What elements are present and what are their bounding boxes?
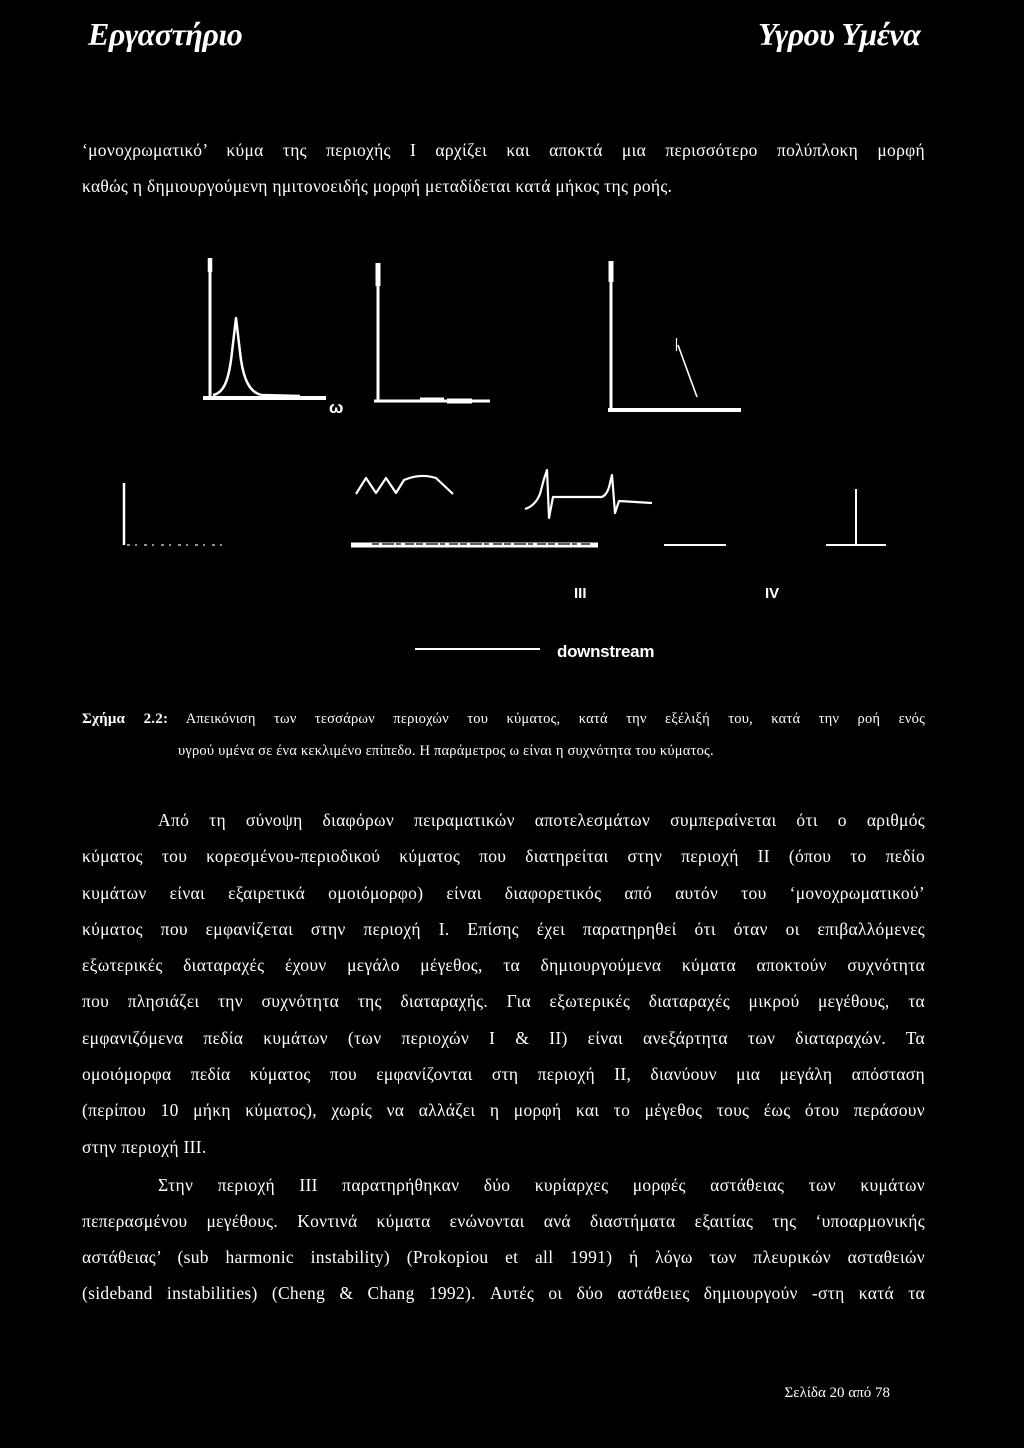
- caption-text: Απεικόνιση των τεσσάρων περιοχών του κύματος, κατά την εξέλιξή του, κατά την ροή ενός: [185, 711, 926, 727]
- text-line: στην περιοχή III.: [82, 1136, 207, 1157]
- text-line: (sideband instabilities) (Cheng & Chang 1992). Αυτές οι δύο αστάθειες δημιουργούν -στη κατά τα: [82, 1283, 925, 1304]
- text-line: κύματος που εμφανίζεται στην περιοχή I. Επίσης έχει παρατηρηθεί ότι όταν οι επιβαλλόμενες: [82, 918, 925, 939]
- waveform-region-5: [826, 489, 886, 545]
- body-paragraph: [82, 802, 925, 1165]
- text-line: κυμάτων είναι εξαιρετικά ομοιόμορφο) είναι διαφορετικός από αυτόν του ‘μονοχρωματικού’: [82, 882, 925, 903]
- caption-label: Σχήμα 2.2:: [82, 711, 169, 727]
- spectrum-plot-region-2: [374, 263, 490, 402]
- waveform-region-1: [124, 483, 226, 545]
- region-III-label: III: [574, 585, 587, 602]
- text-line: Στην περιοχή III παρατηρήθηκαν δύο κυρίαρχες μορφές αστάθειας των κυμάτων: [158, 1175, 925, 1195]
- figure-caption: [82, 703, 925, 767]
- page-number: Σελίδα 20 από 78: [784, 1385, 890, 1401]
- waveform-ripples: [356, 476, 453, 494]
- text-line: που πλησιάζει την συχνότητα της διαταραχής. Για εξωτερικές διαταραχές μικρού μεγέθους, τα: [82, 991, 925, 1012]
- wave-regions-figure: [0, 240, 1024, 680]
- header-lab-title: Εργαστήριο: [88, 16, 243, 52]
- header-topic-title: Υγρου Υμένα: [758, 16, 921, 52]
- text-line: εξωτερικές διαταραχές έχουν μεγάλο μέγεθος, τα δημιουργούμενα κύματα αποκτούν συχνότητα: [82, 955, 925, 976]
- body-paragraph: [82, 1167, 925, 1311]
- waveform-region-2: [351, 476, 598, 545]
- caption-line: υγρού υμένα σε ένα κεκλιμένο επίπεδο. Η παράμετρος ω είναι η συχνότητα του κύματος.: [178, 743, 714, 759]
- flow-direction-label: downstream: [557, 642, 655, 661]
- spectrum-plot-region-1: [203, 258, 326, 399]
- text-line: ‘μονοχρωματικό’ κύμα της περιοχής I αρχίζει και αποκτά μια περισσότερο πολύπλοκη μορφή: [82, 140, 925, 160]
- text-line: εμφανιζόμενα πεδία κυμάτων (των περιοχών I & II) είναι ανεξάρτητα των διαταραχών. Τα: [82, 1027, 925, 1048]
- spectrum-slope: [678, 345, 697, 397]
- caption-line: [82, 703, 925, 735]
- text-line: (περίπου 10 μήκη κύματος), χωρίς να αλλάζει η μορφή και το μέγεθος τους έως ότου περάσουν: [82, 1100, 925, 1121]
- spectrum-peak: [213, 318, 300, 396]
- region-IV-label: IV: [765, 585, 780, 602]
- text-line: πεπερασμένου μεγέθους. Κοντινά κύματα ενώνονται ανά διαστήματα εξαιτίας της ‘υποαρμονικής: [82, 1211, 925, 1232]
- text-line: Από τη σύνοψη διαφόρων πειραματικών αποτελεσμάτων συμπεραίνεται ότι ο αριθμός: [158, 810, 925, 830]
- waveform-region-3: [525, 470, 652, 518]
- omega-label: ω: [329, 398, 344, 417]
- text-line: ομοιόμορφα πεδία κύματος που εμφανίζονται στη περιοχή II, διανύουν μια μεγάλη απόσταση: [82, 1064, 925, 1085]
- spectrum-plot-region-3: [608, 261, 741, 411]
- intro-paragraph: [82, 132, 925, 204]
- text-line: αστάθειας’ (sub harmonic instability) (Prokopiou et all 1991) ή λόγω των πλευρικών ασταθειών: [82, 1247, 925, 1268]
- text-line: κύματος του κορεσμένου-περιοδικού κύματος που διατηρείται στην περιοχή II (όπου το πεδίο: [82, 846, 925, 867]
- text-line: καθώς η δημιουργούμενη ημιτονοειδής μορφή μεταδίδεται κατά μήκος της ροής.: [82, 176, 673, 196]
- waveform-solitary-pulses: [525, 470, 652, 518]
